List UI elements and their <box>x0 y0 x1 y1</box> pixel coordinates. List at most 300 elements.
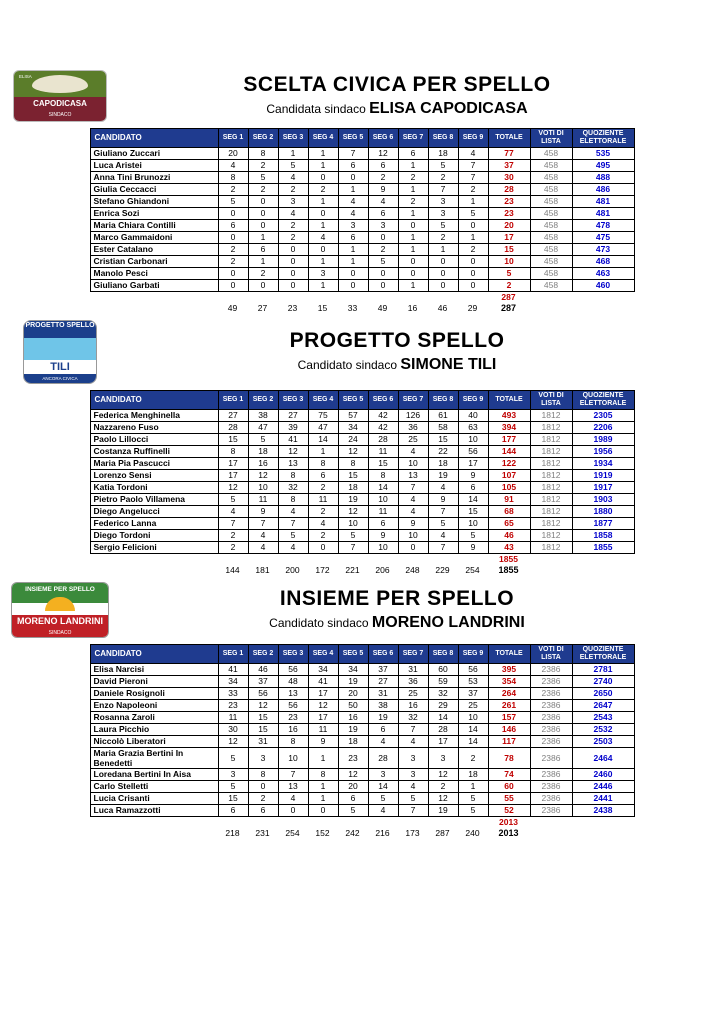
seg-2-cell: 16 <box>248 458 278 470</box>
candidate-line <box>130 614 664 632</box>
seg-1-cell: 7 <box>218 518 248 530</box>
logo-container <box>0 70 120 122</box>
seg-4-cell: 4 <box>308 518 338 530</box>
column-header-seg-2: SEG 2 <box>248 129 278 148</box>
seg-8-cell: 19 <box>428 805 458 817</box>
seg-8-cell: 7 <box>428 506 458 518</box>
candidate-name-cell: Diego Angelucci <box>90 506 218 518</box>
seg-7-cell: 4 <box>398 494 428 506</box>
table-row <box>90 805 634 817</box>
seg-8-cell: 18 <box>428 148 458 160</box>
seg-3-cell: 2 <box>278 232 308 244</box>
seg-6-cell: 10 <box>368 542 398 554</box>
candidate-name-cell: Paolo Lillocci <box>90 434 218 446</box>
seg-4-cell: 2 <box>308 482 338 494</box>
totale-cell: 146 <box>488 724 530 736</box>
candidate-name-cell: Giuliano Garbati <box>90 280 218 292</box>
seg-9-total: 254 <box>465 565 480 575</box>
column-header-seg-1: SEG 1 <box>218 129 248 148</box>
quoziente-elettorale-cell: 2446 <box>572 781 634 793</box>
table-row <box>90 244 634 256</box>
logo-sub-label: SINDACO <box>48 630 72 636</box>
seg-3-cell: 13 <box>278 781 308 793</box>
column-header-totale: TOTALE <box>488 129 530 148</box>
seg-1-cell: 5 <box>218 748 248 769</box>
seg-4-total: 15 <box>317 303 328 313</box>
seg-3-cell: 8 <box>278 470 308 482</box>
quoziente-elettorale-cell: 468 <box>572 256 634 268</box>
column-header-seg-8: SEG 8 <box>428 391 458 410</box>
seg-1-cell: 2 <box>218 244 248 256</box>
totale-cell: 10 <box>488 256 530 268</box>
seg-4-cell: 17 <box>308 712 338 724</box>
seg-2-cell: 2 <box>248 184 278 196</box>
seg-2-cell: 8 <box>248 148 278 160</box>
seg-1-cell: 20 <box>218 148 248 160</box>
seg-5-cell: 5 <box>338 530 368 542</box>
quoziente-elettorale-cell: 2305 <box>572 410 634 422</box>
seg-5-cell: 24 <box>338 434 368 446</box>
voti-di-lista-cell: 2386 <box>530 748 572 769</box>
voti-di-lista-cell: 2386 <box>530 805 572 817</box>
seg-1-cell: 28 <box>218 422 248 434</box>
column-header-seg-1: SEG 1 <box>218 645 248 664</box>
quoziente-elettorale-cell: 2460 <box>572 769 634 781</box>
seg-2-cell: 47 <box>248 422 278 434</box>
seg-3-cell: 2 <box>278 184 308 196</box>
seg-7-cell: 4 <box>398 506 428 518</box>
candidate-name-cell: Carlo Stelletti <box>90 781 218 793</box>
seg-2-total: 181 <box>255 565 270 575</box>
column-header-quoziente-elettorale: QUOZIENTE ELETTORALE <box>572 391 634 410</box>
results-table-progetto-spello <box>90 390 635 554</box>
voti-di-lista-cell: 1812 <box>530 458 572 470</box>
totale-cell: 122 <box>488 458 530 470</box>
seg-2-cell: 1 <box>248 232 278 244</box>
seg-2-cell: 56 <box>248 688 278 700</box>
seg-9-cell: 10 <box>458 434 488 446</box>
totale-cell: 30 <box>488 172 530 184</box>
seg-3-cell: 5 <box>278 530 308 542</box>
seg-4-cell: 1 <box>308 256 338 268</box>
column-header-seg-6: SEG 6 <box>368 645 398 664</box>
seg-8-cell: 12 <box>428 793 458 805</box>
voti-di-lista-cell: 2386 <box>530 793 572 805</box>
quoziente-elettorale-cell: 2206 <box>572 422 634 434</box>
voti-di-lista-cell: 2386 <box>530 676 572 688</box>
voti-di-lista-cell: 1812 <box>530 494 572 506</box>
seg-8-cell: 3 <box>428 196 458 208</box>
seg-9-cell: 56 <box>458 446 488 458</box>
table-row <box>90 458 634 470</box>
grand-total-black: 287 <box>500 303 517 313</box>
seg-3-cell: 16 <box>278 724 308 736</box>
results-table-insieme-per-spello <box>90 644 635 817</box>
seg-9-cell: 5 <box>458 805 488 817</box>
seg-7-total: 173 <box>405 828 420 838</box>
totale-cell: 395 <box>488 664 530 676</box>
candidate-name-cell: Giulia Ceccacci <box>90 184 218 196</box>
seg-2-cell: 6 <box>248 244 278 256</box>
table-row <box>90 470 634 482</box>
seg-5-cell: 20 <box>338 781 368 793</box>
seg-9-cell: 9 <box>458 542 488 554</box>
seg-8-cell: 5 <box>428 518 458 530</box>
seg-8-cell: 2 <box>428 172 458 184</box>
seg-3-cell: 0 <box>278 280 308 292</box>
seg-3-cell: 27 <box>278 410 308 422</box>
totale-cell: 5 <box>488 268 530 280</box>
seg-4-cell: 1 <box>308 781 338 793</box>
totale-cell: 37 <box>488 160 530 172</box>
quoziente-elettorale-cell: 2441 <box>572 793 634 805</box>
grand-total-black: 2013 <box>498 828 519 838</box>
seg-7-total: 16 <box>407 303 418 313</box>
seg-5-cell: 1 <box>338 256 368 268</box>
seg-5-cell: 6 <box>338 232 368 244</box>
column-header-totale: TOTALE <box>488 391 530 410</box>
seg-7-cell: 3 <box>398 748 428 769</box>
seg-2-cell: 31 <box>248 736 278 748</box>
seg-3-cell: 56 <box>278 700 308 712</box>
section-scelta-civica <box>0 0 724 314</box>
seg-9-cell: 4 <box>458 148 488 160</box>
seg-6-cell: 28 <box>368 434 398 446</box>
table-row <box>90 148 634 160</box>
seg-1-cell: 6 <box>218 220 248 232</box>
seg-7-cell: 7 <box>398 805 428 817</box>
seg-8-cell: 32 <box>428 688 458 700</box>
voti-di-lista-cell: 458 <box>530 172 572 184</box>
column-header-candidato: CANDIDATO <box>90 391 218 410</box>
seg-4-total: 172 <box>315 565 330 575</box>
seg-9-cell: 6 <box>458 482 488 494</box>
seg-3-cell: 5 <box>278 160 308 172</box>
section-header <box>0 70 724 122</box>
seg-4-cell: 47 <box>308 422 338 434</box>
seg-6-cell: 4 <box>368 736 398 748</box>
quoziente-elettorale-cell: 1917 <box>572 482 634 494</box>
seg-2-cell: 37 <box>248 676 278 688</box>
table-row <box>90 220 634 232</box>
candidate-name-cell: Manolo Pesci <box>90 268 218 280</box>
column-header-seg-9: SEG 9 <box>458 645 488 664</box>
seg-2-cell: 4 <box>248 530 278 542</box>
quoziente-elettorale-cell: 2503 <box>572 736 634 748</box>
seg-8-cell: 3 <box>428 208 458 220</box>
totale-cell: 144 <box>488 446 530 458</box>
seg-1-cell: 2 <box>218 256 248 268</box>
seg-3-cell: 32 <box>278 482 308 494</box>
seg-4-cell: 0 <box>308 208 338 220</box>
table-row <box>90 664 634 676</box>
seg-5-cell: 7 <box>338 542 368 554</box>
seg-4-cell: 1 <box>308 160 338 172</box>
seg-8-cell: 58 <box>428 422 458 434</box>
candidate-name-cell: Maria Pia Pascucci <box>90 458 218 470</box>
quoziente-elettorale-cell: 2650 <box>572 688 634 700</box>
seg-6-cell: 6 <box>368 208 398 220</box>
seg-7-total: 248 <box>405 565 420 575</box>
logo-top-label: ELISA <box>19 74 32 79</box>
column-header-candidato: CANDIDATO <box>90 129 218 148</box>
seg-7-cell: 13 <box>398 470 428 482</box>
seg-5-total: 33 <box>347 303 358 313</box>
voti-di-lista-cell: 458 <box>530 280 572 292</box>
section-titles <box>130 74 724 117</box>
seg-6-cell: 5 <box>368 256 398 268</box>
seg-3-total: 23 <box>287 303 298 313</box>
seg-3-cell: 0 <box>278 244 308 256</box>
voti-di-lista-cell: 458 <box>530 184 572 196</box>
seg-4-cell: 17 <box>308 688 338 700</box>
candidate-name-cell: Costanza Ruffinelli <box>90 446 218 458</box>
candidate-name-cell: Marco Gammaidoni <box>90 232 218 244</box>
seg-5-cell: 4 <box>338 208 368 220</box>
candidate-name: ELISA CAPODICASA <box>369 99 528 117</box>
seg-5-cell: 19 <box>338 724 368 736</box>
seg-5-cell: 8 <box>338 458 368 470</box>
seg-5-cell: 15 <box>338 470 368 482</box>
voti-di-lista-cell: 2386 <box>530 688 572 700</box>
column-header-seg-3: SEG 3 <box>278 129 308 148</box>
seg-6-cell: 31 <box>368 688 398 700</box>
column-header-seg-4: SEG 4 <box>308 645 338 664</box>
seg-7-cell: 5 <box>398 793 428 805</box>
column-header-seg-3: SEG 3 <box>278 391 308 410</box>
voti-di-lista-cell: 2386 <box>530 724 572 736</box>
seg-3-total: 200 <box>285 565 300 575</box>
section-totals-insieme-per-spello <box>0 817 724 839</box>
seg-1-cell: 12 <box>218 482 248 494</box>
totale-cell: 52 <box>488 805 530 817</box>
seg-2-cell: 2 <box>248 793 278 805</box>
seg-6-cell: 6 <box>368 160 398 172</box>
seg-3-cell: 10 <box>278 748 308 769</box>
seg-8-cell: 15 <box>428 434 458 446</box>
party-title: PROGETTO SPELLO <box>289 329 505 353</box>
column-header-seg-6: SEG 6 <box>368 129 398 148</box>
totale-cell: 177 <box>488 434 530 446</box>
seg-2-cell: 4 <box>248 542 278 554</box>
seg-2-cell: 38 <box>248 410 278 422</box>
voti-di-lista-cell: 1812 <box>530 422 572 434</box>
quoziente-elettorale-cell: 473 <box>572 244 634 256</box>
seg-6-cell: 6 <box>368 724 398 736</box>
candidate-name-cell: David Pieroni <box>90 676 218 688</box>
table-row <box>90 172 634 184</box>
voti-di-lista-cell: 458 <box>530 268 572 280</box>
seg-8-cell: 61 <box>428 410 458 422</box>
seg-6-cell: 12 <box>368 148 398 160</box>
seg-6-cell: 0 <box>368 280 398 292</box>
seg-8-cell: 0 <box>428 256 458 268</box>
table-row <box>90 518 634 530</box>
voti-di-lista-cell: 458 <box>530 208 572 220</box>
table-row <box>90 769 634 781</box>
seg-6-cell: 37 <box>368 664 398 676</box>
totale-cell: 354 <box>488 676 530 688</box>
seg-3-cell: 0 <box>278 256 308 268</box>
seg-5-cell: 34 <box>338 422 368 434</box>
candidate-line <box>130 356 664 374</box>
seg-3-cell: 3 <box>278 196 308 208</box>
table-row <box>90 422 634 434</box>
seg-3-cell: 7 <box>278 518 308 530</box>
seg-5-cell: 0 <box>338 268 368 280</box>
seg-7-cell: 4 <box>398 446 428 458</box>
insieme-per-spello-landrini-logo <box>11 582 109 638</box>
quoziente-elettorale-cell: 486 <box>572 184 634 196</box>
seg-1-cell: 8 <box>218 446 248 458</box>
table-row <box>90 280 634 292</box>
seg-7-cell: 6 <box>398 148 428 160</box>
seg-1-cell: 5 <box>218 494 248 506</box>
candidate-name-cell: Nazzareno Fuso <box>90 422 218 434</box>
seg-7-cell: 25 <box>398 688 428 700</box>
seg-2-cell: 12 <box>248 700 278 712</box>
column-header-seg-7: SEG 7 <box>398 645 428 664</box>
seg-2-cell: 6 <box>248 805 278 817</box>
seg-6-cell: 0 <box>368 232 398 244</box>
seg-7-cell: 2 <box>398 196 428 208</box>
column-header-seg-5: SEG 5 <box>338 391 368 410</box>
results-table-scelta-civica <box>90 128 635 292</box>
column-header-seg-7: SEG 7 <box>398 129 428 148</box>
seg-2-cell: 18 <box>248 446 278 458</box>
seg-7-cell: 0 <box>398 256 428 268</box>
table-row <box>90 196 634 208</box>
seg-8-cell: 0 <box>428 268 458 280</box>
seg-1-cell: 0 <box>218 280 248 292</box>
seg-7-cell: 1 <box>398 160 428 172</box>
column-header-seg-2: SEG 2 <box>248 645 278 664</box>
seg-8-cell: 7 <box>428 184 458 196</box>
quoziente-elettorale-cell: 1956 <box>572 446 634 458</box>
column-header-seg-2: SEG 2 <box>248 391 278 410</box>
seg-4-cell: 2 <box>308 506 338 518</box>
voti-di-lista-cell: 2386 <box>530 736 572 748</box>
voti-di-lista-cell: 458 <box>530 220 572 232</box>
seg-9-cell: 25 <box>458 700 488 712</box>
table-container <box>0 390 724 554</box>
seg-6-total: 206 <box>375 565 390 575</box>
seg-5-total: 242 <box>345 828 360 838</box>
seg-2-cell: 8 <box>248 769 278 781</box>
quoziente-elettorale-cell: 1989 <box>572 434 634 446</box>
column-header-seg-5: SEG 5 <box>338 129 368 148</box>
quoziente-elettorale-cell: 2781 <box>572 664 634 676</box>
seg-9-cell: 2 <box>458 244 488 256</box>
seg-8-cell: 29 <box>428 700 458 712</box>
seg-9-cell: 0 <box>458 220 488 232</box>
seg-3-cell: 1 <box>278 148 308 160</box>
seg-9-total: 29 <box>467 303 478 313</box>
voti-di-lista-cell: 2386 <box>530 712 572 724</box>
candidate-name-cell: Enzo Napoleoni <box>90 700 218 712</box>
candidate-name-cell: Pietro Paolo Villamena <box>90 494 218 506</box>
candidate-name-cell: Stefano Ghiandoni <box>90 196 218 208</box>
seg-9-cell: 5 <box>458 208 488 220</box>
candidate-prefix: Candidato sindaco <box>269 615 369 630</box>
seg-5-cell: 12 <box>338 506 368 518</box>
seg-8-cell: 7 <box>428 542 458 554</box>
seg-3-cell: 8 <box>278 494 308 506</box>
candidate-name-cell: Rosanna Zaroli <box>90 712 218 724</box>
seg-4-cell: 1 <box>308 280 338 292</box>
seg-7-cell: 126 <box>398 410 428 422</box>
candidate-name-cell: Diego Tordoni <box>90 530 218 542</box>
seg-1-cell: 30 <box>218 724 248 736</box>
seg-5-cell: 1 <box>338 244 368 256</box>
logo-sub-label: SINDACO <box>48 112 72 118</box>
seg-1-cell: 0 <box>218 208 248 220</box>
seg-9-cell: 37 <box>458 688 488 700</box>
seg-1-cell: 4 <box>218 160 248 172</box>
seg-2-cell: 0 <box>248 220 278 232</box>
section-progetto-spello <box>0 320 724 576</box>
seg-7-cell: 10 <box>398 530 428 542</box>
totale-cell: 23 <box>488 196 530 208</box>
seg-1-cell: 27 <box>218 410 248 422</box>
seg-4-cell: 0 <box>308 542 338 554</box>
seg-9-cell: 0 <box>458 280 488 292</box>
seg-9-cell: 56 <box>458 664 488 676</box>
seg-6-cell: 14 <box>368 482 398 494</box>
column-header-seg-7: SEG 7 <box>398 391 428 410</box>
seg-1-cell: 5 <box>218 196 248 208</box>
grand-total-black: 1855 <box>498 565 519 575</box>
seg-6-cell: 19 <box>368 712 398 724</box>
seg-2-cell: 15 <box>248 712 278 724</box>
totale-cell: 65 <box>488 518 530 530</box>
seg-6-cell: 6 <box>368 518 398 530</box>
seg-6-cell: 38 <box>368 700 398 712</box>
seg-3-cell: 4 <box>278 506 308 518</box>
seg-7-cell: 16 <box>398 700 428 712</box>
seg-3-cell: 7 <box>278 769 308 781</box>
seg-2-cell: 0 <box>248 781 278 793</box>
voti-di-lista-cell: 458 <box>530 160 572 172</box>
seg-1-cell: 3 <box>218 769 248 781</box>
seg-6-cell: 28 <box>368 748 398 769</box>
quoziente-elettorale-cell: 1903 <box>572 494 634 506</box>
seg-4-cell: 8 <box>308 769 338 781</box>
candidate-name-cell: Elisa Narcisi <box>90 664 218 676</box>
seg-1-cell: 5 <box>218 781 248 793</box>
candidate-name-cell: Cristian Carbonari <box>90 256 218 268</box>
seg-4-cell: 1 <box>308 748 338 769</box>
seg-2-cell: 3 <box>248 748 278 769</box>
table-row <box>90 530 634 542</box>
seg-5-cell: 6 <box>338 160 368 172</box>
seg-5-cell: 12 <box>338 446 368 458</box>
seg-6-cell: 2 <box>368 172 398 184</box>
table-row <box>90 446 634 458</box>
table-row <box>90 232 634 244</box>
seg-2-cell: 5 <box>248 434 278 446</box>
table-header-row <box>90 129 634 148</box>
seg-2-cell: 10 <box>248 482 278 494</box>
voti-di-lista-cell: 1812 <box>530 434 572 446</box>
seg-2-cell: 1 <box>248 256 278 268</box>
seg-3-cell: 4 <box>278 793 308 805</box>
seg-6-cell: 4 <box>368 805 398 817</box>
seg-4-total: 152 <box>315 828 330 838</box>
totale-cell: 2 <box>488 280 530 292</box>
seg-7-cell: 4 <box>398 781 428 793</box>
seg-8-cell: 5 <box>428 220 458 232</box>
